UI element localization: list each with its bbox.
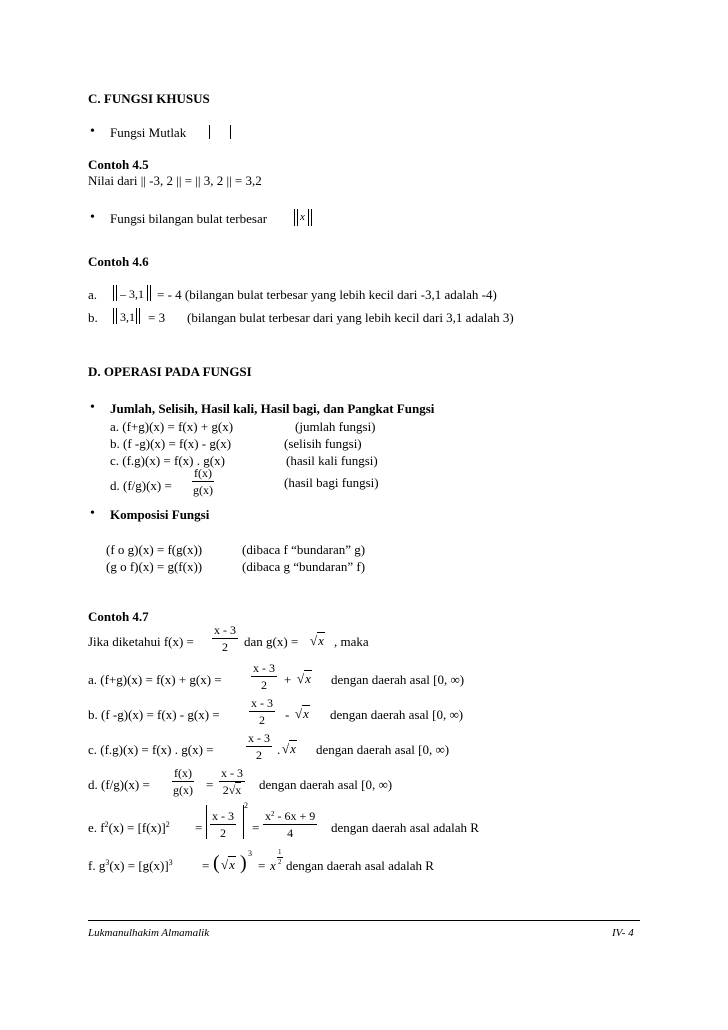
- op-item-d-fraction: [192, 467, 214, 496]
- superscript: 2: [271, 810, 275, 818]
- komposisi-fog-note: (dibaca f “bundaran” g): [242, 542, 366, 557]
- ex-f-domain: dengan daerah asal adalah R: [286, 858, 434, 873]
- fraction-denominator: 4: [287, 826, 294, 840]
- bullet-jumlah: Jumlah, Selisih, Hasil kali, Hasil bagi, dan Pangkat Fungsi: [110, 401, 435, 416]
- fraction-numerator: x - 3: [212, 809, 234, 823]
- fraction-denominator: 2: [261, 678, 267, 692]
- fraction-numerator: x - 3: [253, 661, 275, 675]
- sqrt-x: √x: [295, 706, 309, 721]
- fraction-denominator: g(x): [193, 483, 213, 497]
- fraction-numerator: x - 3: [248, 731, 270, 745]
- op-item-b: b. (f -g)(x) = f(x) - g(x): [110, 436, 232, 451]
- fraction-denominator: 2: [256, 748, 262, 762]
- contoh-4-6-title: Contoh 4.6: [88, 254, 149, 269]
- superscript: 3: [105, 858, 110, 867]
- komposisi-fog: (f o g)(x) = f(g(x)): [106, 542, 203, 557]
- ex-e-eq2: =: [252, 820, 260, 835]
- ex-a-domain: dengan daerah asal [0, ∞): [331, 672, 465, 687]
- fraction-denominator: 2√x: [222, 783, 242, 797]
- radicand: x: [318, 633, 324, 648]
- paren-left: (: [213, 852, 220, 874]
- sqrt-x: √x: [297, 671, 311, 686]
- item-a-text: = - 4 (bilangan bulat terbesar yang lebih kecil dari -3,1 adalah -4): [157, 287, 497, 302]
- komposisi-gof: (g o f)(x) = g(f(x)): [106, 559, 203, 574]
- bullet: •: [90, 506, 95, 521]
- ex-d-lhs: d. (f/g)(x) =: [88, 777, 150, 792]
- op-item-b-note: (selisih fungsi): [284, 436, 362, 451]
- superscript: 2: [165, 820, 170, 829]
- fraction-numerator: x - 3: [214, 623, 236, 637]
- ex-c-lhs: c. (f.g)(x) = f(x) . g(x) =: [88, 742, 214, 757]
- ex-b-minus: -: [285, 707, 290, 722]
- fraction-denominator: 2: [278, 858, 282, 866]
- radicand: x: [229, 857, 235, 872]
- ex-f-lhs: [88, 859, 173, 872]
- floor-bracket-right: [308, 209, 312, 226]
- op-item-d-note: (hasil bagi fungsi): [284, 475, 379, 490]
- floor-bracket-left: [113, 308, 117, 324]
- item-b-eq: = 3: [148, 310, 166, 325]
- fraction-x-minus-3-over-2: [212, 624, 238, 653]
- bracket-exponent: 2: [244, 801, 248, 810]
- bullet: •: [90, 210, 95, 225]
- fraction-denominator: 2: [259, 713, 265, 727]
- fraction-numerator: x - 3: [221, 766, 243, 780]
- contoh-4-7-title: Contoh 4.7: [88, 609, 149, 624]
- ex-b-domain: dengan daerah asal [0, ∞): [330, 707, 464, 722]
- fraction-denominator: g(x): [173, 783, 193, 797]
- fraction-numerator: x - 3: [251, 696, 273, 710]
- ex-d-eq: =: [206, 777, 214, 792]
- sqrt-x: √x: [310, 633, 324, 648]
- radicand: x: [303, 706, 309, 721]
- denominator-coefficient: 2: [222, 783, 229, 797]
- fraction-numerator: f(x): [174, 766, 192, 780]
- fraction-x-minus-3-over-2: [251, 662, 277, 691]
- paren-right: ): [240, 852, 247, 874]
- abs-bar-right: [230, 125, 231, 139]
- intro-text-mid: dan g(x) =: [244, 634, 299, 649]
- item-a-label: a.: [88, 287, 98, 302]
- sqrt-x: √x: [221, 857, 235, 872]
- ex-c-domain: dengan daerah asal [0, ∞): [316, 742, 450, 757]
- contoh-4-5-title: Contoh 4.5: [88, 157, 149, 172]
- fraction-denominator: 2: [222, 640, 228, 654]
- num-rest: - 6x + 9: [277, 809, 316, 823]
- floor-bracket-right: [147, 285, 151, 301]
- ex-a-plus: +: [284, 672, 292, 687]
- bullet-bilangan-bulat: Fungsi bilangan bulat terbesar: [110, 211, 268, 226]
- ex-e-domain: dengan daerah asal adalah R: [331, 820, 479, 835]
- radicand: x: [290, 741, 296, 756]
- floor-bracket-left: [294, 209, 298, 226]
- intro-text-pre: Jika diketahui f(x) =: [88, 634, 194, 649]
- footer-rule: [88, 920, 640, 921]
- f-lhs-text: f. g: [88, 858, 106, 873]
- radicand: x: [305, 671, 311, 686]
- item-b-label: b.: [88, 310, 98, 325]
- op-item-c-note: (hasil kali fungsi): [286, 453, 378, 468]
- floor-bracket-right: [136, 308, 140, 324]
- op-item-d: d. (f/g)(x) =: [110, 478, 172, 493]
- footer-author: Lukmanulhakim Almamalik: [88, 927, 210, 939]
- fraction-denominator: 2: [220, 826, 226, 840]
- ex-d-domain: dengan daerah asal [0, ∞): [259, 777, 393, 792]
- ex-e-lhs: [88, 821, 170, 834]
- fraction-numerator: 1: [278, 848, 282, 856]
- op-item-c: c. (f.g)(x) = f(x) . g(x): [110, 453, 225, 468]
- item-b-text: (bilangan bulat terbesar dari yang lebih kecil dari 3,1 adalah 3): [187, 310, 514, 325]
- superscript: 2: [104, 820, 109, 829]
- fractional-exponent: [277, 849, 283, 866]
- fraction-quadratic-over-4: [263, 810, 317, 839]
- op-item-a-note: (jumlah fungsi): [295, 419, 376, 434]
- ex-f-result: x: [270, 858, 276, 873]
- e-mid-text: (x) = [f(x)]: [108, 820, 166, 835]
- num-x: x: [265, 809, 271, 823]
- f-mid-text: (x) = [g(x)]: [109, 858, 169, 873]
- contoh-4-5-text: Nilai dari || -3, 2 || = || 3, 2 || = 3,2: [88, 173, 262, 188]
- bullet-fungsi-mutlak: Fungsi Mutlak: [110, 125, 187, 140]
- op-item-a: a. (f+g)(x) = f(x) + g(x): [110, 419, 234, 434]
- fraction-x-minus-3-over-2: [246, 732, 272, 761]
- section-c-title: C. FUNGSI KHUSUS: [88, 91, 210, 106]
- bullet: •: [90, 400, 95, 415]
- bullet-komposisi: Komposisi Fungsi: [110, 507, 210, 522]
- paren-exponent: 3: [248, 849, 252, 858]
- ex-f-eq2: =: [258, 858, 266, 873]
- fraction-numerator: f(x): [194, 466, 212, 480]
- komposisi-gof-note: (dibaca g “bundaran” f): [242, 559, 366, 574]
- footer-page-number: IV- 4: [612, 927, 634, 939]
- intro-text-post: , maka: [334, 634, 369, 649]
- ex-f-eq1: =: [202, 858, 210, 873]
- floor-bracket-left: [113, 285, 117, 301]
- section-d-title: D. OPERASI PADA FUNGSI: [88, 364, 252, 379]
- fraction-f-over-g: [172, 767, 194, 796]
- bullet: •: [90, 124, 95, 139]
- ex-e-eq1: =: [195, 820, 203, 835]
- fraction-numerator: [263, 810, 317, 825]
- fraction-x-minus-3-over-2: [249, 697, 275, 726]
- floor-var: x: [300, 211, 305, 223]
- e-lhs-text: e. f: [88, 820, 105, 835]
- ex-c-dot: .: [277, 742, 281, 757]
- superscript: 3: [168, 858, 173, 867]
- item-b-inner: 3,1: [120, 310, 135, 324]
- radicand: x: [235, 783, 242, 797]
- abs-bar-left: [209, 125, 210, 139]
- fraction-x-minus-3-over-2-sqrt-x: [219, 767, 245, 796]
- ex-b-lhs: b. (f -g)(x) = f(x) - g(x) =: [88, 707, 220, 722]
- sqrt-x: √x: [282, 741, 296, 756]
- ex-a-lhs: a. (f+g)(x) = f(x) + g(x) =: [88, 672, 222, 687]
- item-a-inner: – 3,1: [120, 287, 144, 301]
- fraction-x-minus-3-over-2: [210, 810, 236, 839]
